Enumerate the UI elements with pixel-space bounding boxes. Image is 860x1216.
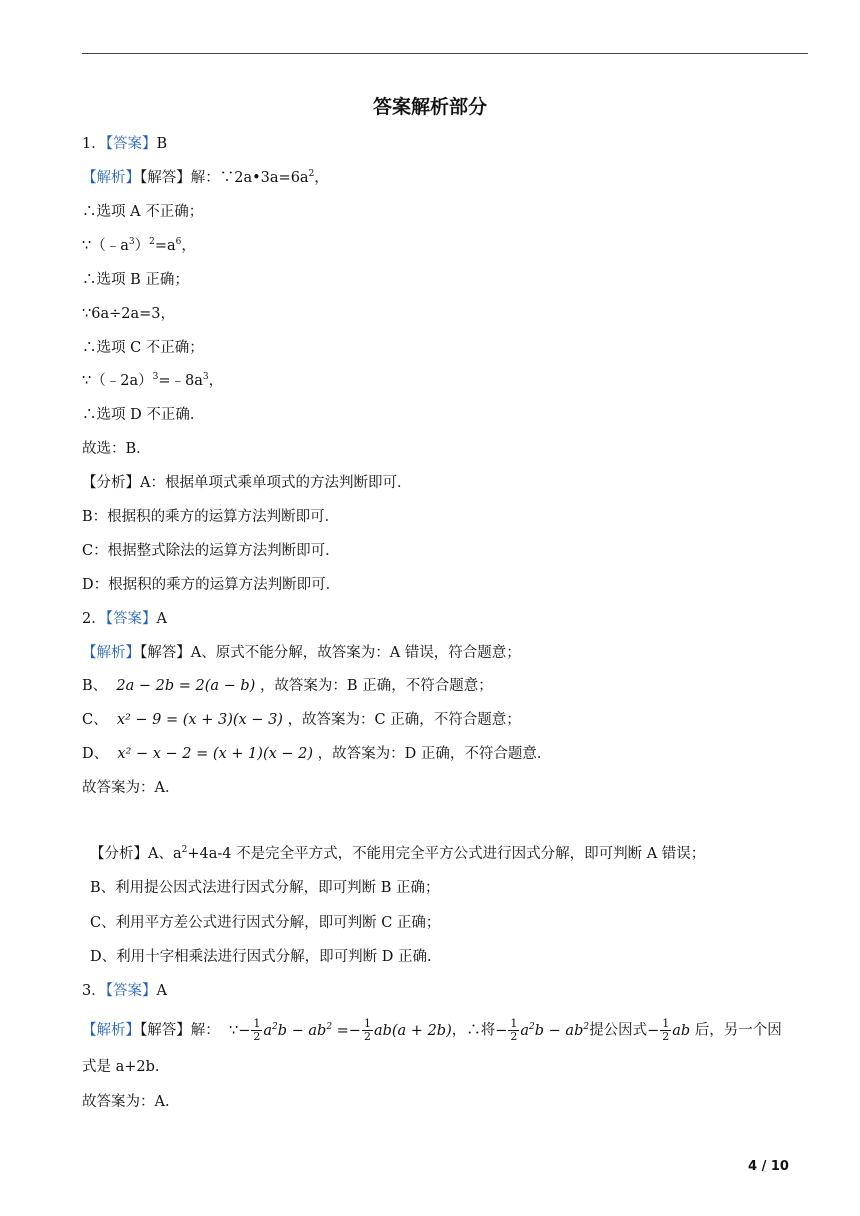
q2-solution-line: 【解析】【解答】A、原式不能分解，故答案为：A 错误，符合题意； bbox=[82, 645, 521, 661]
q1-analysis-2: B：根据积的乘方的运算方法判断即可． bbox=[82, 509, 340, 525]
q2-analysis-4: D、利用十字相乘法进行因式分解，即可判断 D 正确. bbox=[90, 949, 432, 965]
q1-line-9: 故选：B． bbox=[82, 441, 151, 457]
q1-solution-line: 【解析】【解答】解：$\because 2a•3a=6a^2$， bbox=[82, 169, 329, 186]
q1-line-6: ∴选项 C 不正确； bbox=[82, 340, 204, 356]
section-title: 答案解析部分 bbox=[372, 96, 487, 118]
q2-analysis-3: C、利用平方差公式进行因式分解，即可判断 C 正确； bbox=[90, 915, 441, 931]
q2-final: 故答案为：A． bbox=[82, 780, 180, 796]
q2-answer-line: 2．【答案】A bbox=[82, 611, 167, 627]
q3-solution-line: 【解析】【解答】解： ∵− $\frac{1}{2}$ $a^2b - ab^2$ =− $\frac{1}{2}$ ab(a + 2b)，∴将− $\frac{1}{2}$ $a^2b - ab^2$提公因式− $\frac{1}{2}$ ab 后，另一个因 bbox=[82, 1017, 782, 1043]
q3-formula-3: − $\frac{1}{2}$ ab bbox=[647, 1017, 691, 1043]
q1-line-4: ∴选项 B 正确； bbox=[82, 272, 189, 288]
q1-line-2: ∴选项 A 不正确； bbox=[82, 204, 204, 220]
q3-answer-line: 3．【答案】A bbox=[82, 983, 167, 999]
q2-option-d: D、 x² − x − 2 = (x + 1)(x − 2) ，故答案为：D 正确，不符合题意． bbox=[82, 746, 552, 762]
q3-final: 故答案为：A. bbox=[82, 1094, 170, 1110]
q3-formula-2: − $\frac{1}{2}$ $a^2b - ab^2$ bbox=[495, 1017, 590, 1043]
q2-option-b: B、 2a − 2b = 2(a − b) ，故答案为：B 正确，不符合题意； bbox=[82, 678, 493, 694]
q2-d-formula: x² − x − 2 = (x + 1)(x − 2) bbox=[117, 746, 314, 762]
q3-line-2: 式是 a+2b. bbox=[82, 1059, 160, 1075]
q2-analysis-2: B、利用提公因式法进行因式分解，即可判断 B 正确； bbox=[90, 880, 440, 896]
header-rule bbox=[82, 53, 808, 54]
q1-answer-line: 1．【答案】B bbox=[82, 136, 168, 152]
q1-analysis-1: 【分析】A：根据单项式乘单项式的方法判断即可． bbox=[82, 475, 412, 491]
q1-line-7: $\because(﹣2a)^3=﹣8a^3$， bbox=[82, 372, 224, 389]
q2-b-formula: 2a − 2b = 2(a − b) bbox=[116, 678, 256, 694]
q3-formula-1: ∵− $\frac{1}{2}$ $a^2b - ab^2$ =− $\frac{1}{2}$ ab(a + 2b) bbox=[228, 1017, 452, 1043]
q2-analysis-1: 【分析】A、$a^2+4a-4$ 不是完全平方式，不能用完全平方公式进行因式分解，即可判断 A 错误； bbox=[90, 845, 706, 862]
q1-line-5: ∵6a÷2a=3， bbox=[82, 306, 175, 322]
q1-analysis-3: C：根据整式除法的运算方法判断即可． bbox=[82, 543, 340, 559]
q1-line-8: ∴选项 D 不正确． bbox=[82, 407, 205, 423]
q1-line-3: $\because(﹣a^3)^2=a^6$， bbox=[82, 237, 196, 254]
q2-c-formula: x² − 9 = (x + 3)(x − 3) bbox=[116, 712, 283, 728]
q1-analysis-4: D：根据积的乘方的运算方法判断即可． bbox=[82, 577, 341, 593]
q2-option-c: C、 x² − 9 = (x + 3)(x − 3) ，故答案为：C 正确，不符合题意； bbox=[82, 712, 521, 728]
page-number: 4 / 10 bbox=[748, 1159, 789, 1174]
